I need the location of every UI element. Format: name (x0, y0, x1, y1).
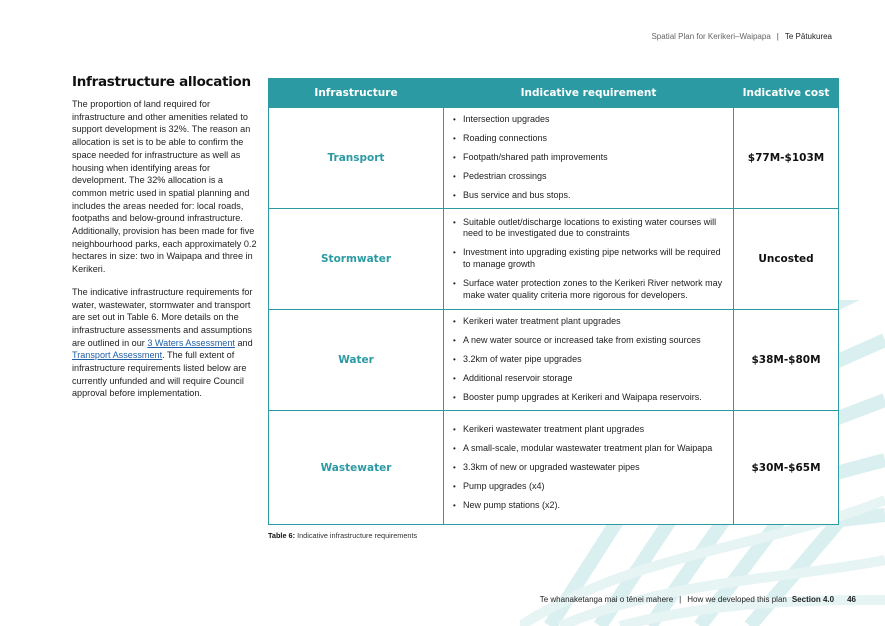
requirement-item: • A small-scale, modular wastewater treatment plan for Waipapa (453, 443, 725, 455)
intro-section (72, 74, 260, 410)
table-row-wastewater (269, 411, 839, 525)
requirement-item: • Roading connections (453, 133, 725, 145)
indicative-cost: $77M-$103M (734, 108, 839, 209)
table-row-water (269, 310, 839, 411)
table-row-stormwater (269, 209, 839, 310)
maori-title: Te Pātukurea (784, 32, 832, 41)
header-infrastructure: Infrastructure (269, 79, 444, 108)
requirement-cell (444, 209, 734, 310)
infrastructure-name: Water (269, 310, 444, 411)
requirement-item: • Booster pump upgrades at Kerikeri and Waipapa reservoirs. (453, 392, 725, 404)
paragraph-text: The indicative infrastructure requirements for water, wastewater, stormwater and transport are set out in Table 6. More details on the infrastructure assessments and assumptions are outlined in our (72, 286, 253, 348)
three-waters-assessment-link[interactable]: 3 Waters Assessment (147, 337, 235, 348)
requirement-item: • Additional reservoir storage (453, 373, 725, 385)
requirement-cell (444, 310, 734, 411)
transport-assessment-link[interactable]: Transport Assessment (72, 350, 163, 361)
footer-maori-text: Te whanaketanga mai o tēnei mahere (539, 595, 674, 604)
requirement-cell (444, 108, 734, 209)
requirement-list (453, 114, 725, 202)
section-heading: Infrastructure allocation (72, 74, 251, 90)
requirement-item: • Suitable outlet/discharge locations to existing water courses will need to be investigated due to constraints (453, 217, 725, 240)
caption-label: Table 6: (268, 531, 296, 540)
requirement-item: • Intersection upgrades (453, 114, 725, 126)
footer-separator: | (679, 595, 682, 604)
page-number: 46 (847, 595, 856, 604)
intro-paragraph-2 (72, 286, 260, 400)
footer-section-label: Section 4.0 (791, 595, 835, 604)
requirement-item: • Bus service and bus stops. (453, 190, 725, 202)
header-requirement: Indicative requirement (444, 79, 734, 108)
requirement-list (453, 217, 725, 302)
paragraph-text: and (234, 337, 253, 348)
indicative-cost: $38M-$80M (734, 310, 839, 411)
infrastructure-name: Wastewater (269, 411, 444, 525)
paragraph-text: . The full extent of infrastructure requirements listed below are currently unfunded and will require Council approval before implementation. (72, 350, 247, 399)
infrastructure-name: Transport (269, 108, 444, 209)
header-separator: | (776, 32, 779, 41)
requirement-item: • 3.3km of new or upgraded wastewater pipes (453, 462, 725, 474)
requirement-item: • Kerikeri water treatment plant upgrades (453, 316, 725, 328)
indicative-cost: $30M-$65M (734, 411, 839, 525)
requirement-item: • Pump upgrades (x4) (453, 481, 725, 493)
requirement-item: • Footpath/shared path improvements (453, 152, 725, 164)
footer-section-text: How we developed this plan (687, 595, 787, 604)
requirement-item: • A new water source or increased take from existing sources (453, 335, 725, 347)
table-caption (268, 531, 417, 540)
indicative-cost: Uncosted (734, 209, 839, 310)
requirement-item: • Kerikeri wastewater treatment plant upgrades (453, 424, 725, 436)
requirement-item: • New pump stations (x2). (453, 500, 725, 512)
requirement-cell (444, 411, 734, 525)
header-cost: Indicative cost (734, 79, 839, 108)
document-title: Spatial Plan for Kerikeri–Waipapa (651, 32, 771, 41)
requirement-item: • Pedestrian crossings (453, 171, 725, 183)
requirement-list (453, 424, 725, 512)
intro-paragraph-1: The proportion of land required for infrastructure and other amenities related to support development is 32%. The reason an allocation is set is to be able to confirm the space needed for infrastructure as well as housing when identifying areas for development. The 32% allocation is a common metric used in spatial planning and includes the areas needed for: local roads, footpaths and below-ground infrastructure. Additionally, provision has been made for five neighbourhood parks, each approximately 0.2 hectares in size: two in Waipapa and three in Kerikeri. (72, 99, 257, 275)
table-header-row (269, 79, 839, 108)
requirement-list (453, 316, 725, 404)
caption-text: Indicative infrastructure requirements (297, 531, 418, 540)
table-row-transport (269, 108, 839, 209)
requirement-item: • 3.2km of water pipe upgrades (453, 354, 725, 366)
requirement-item: • Investment into upgrading existing pipe networks will be required to manage growth (453, 247, 725, 270)
infrastructure-name: Stormwater (269, 209, 444, 310)
page-footer (540, 595, 856, 604)
page-header (651, 32, 832, 41)
infrastructure-table (268, 78, 839, 525)
requirement-item: • Surface water protection zones to the Kerikeri River network may make water quality criteria more rigorous for developers. (453, 278, 725, 301)
